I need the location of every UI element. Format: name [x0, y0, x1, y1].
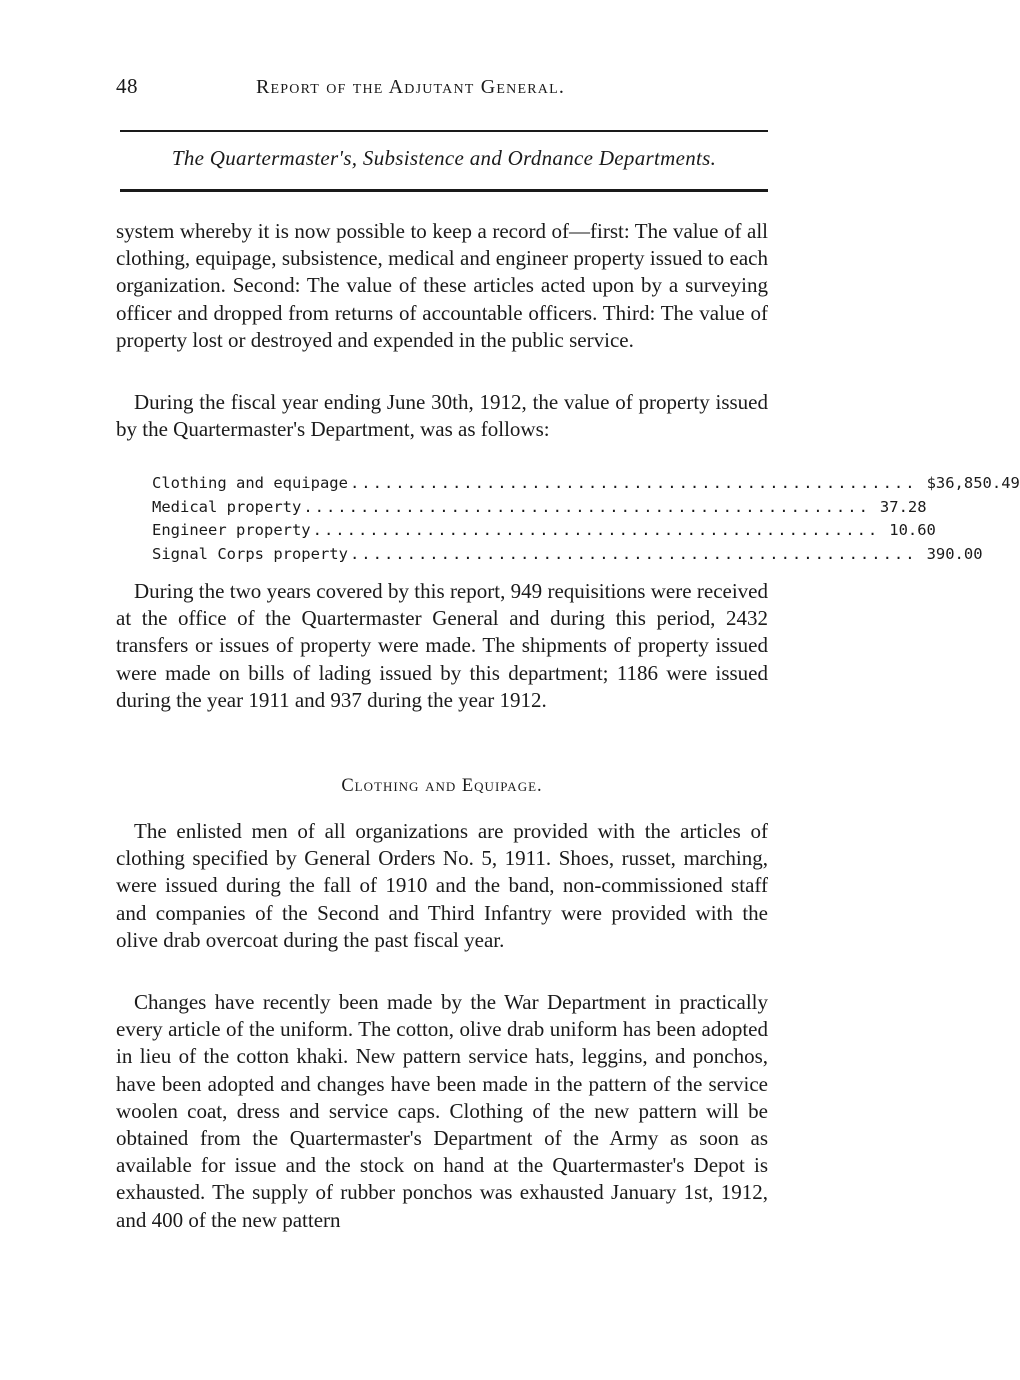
property-name: Medical property: [152, 497, 302, 516]
page-number: 48: [116, 74, 138, 98]
top-rule: [120, 130, 768, 132]
property-value-list: [152, 474, 1020, 568]
property-amount: 390.00: [926, 544, 983, 563]
running-head: Report of the Adjutant General.: [256, 76, 566, 98]
leader-dots: ..................................................: [303, 497, 870, 516]
page-header: [116, 74, 768, 108]
paragraph-text: During the fiscal year ending June 30th, 1912, the value of property issued by the Quartermaster's Department, was as follows:: [116, 390, 768, 442]
leader-dots: ..................................................: [312, 521, 880, 539]
property-name: Signal Corps property: [152, 544, 348, 563]
bottom-rule: [120, 189, 768, 192]
property-amount: $36,850.49: [926, 474, 1020, 492]
leader-dots: ..................................................: [349, 474, 917, 492]
property-name: Clothing and equipage: [152, 474, 348, 492]
paragraph-text: During the two years covered by this report, 949 requisitions were received at the office of the Quartermaster General and during this period, 2432 transfers or issues of property were made. The shipments of property issued were made on bills of lading issued by this department; 1186 were issued during the year 1911 and 937 during the year 1912.: [116, 579, 768, 712]
list-item: [152, 497, 927, 522]
paragraph-continued: [116, 218, 768, 354]
paragraph-text: system whereby it is now possible to keep a record of—first: The value of all clothing, equipage, subsistence, medical and engineer property issued to each organization. Second: The value of these articles acted upon by a surveying officer and dropped from returns of accountable officers. Third: The value of property lost or destroyed and expended in the public service.: [116, 219, 768, 352]
section-caption: The Quartermaster's, Subsistence and Ordnance Departments.: [171, 146, 717, 170]
property-amount: 10.60: [889, 521, 936, 539]
paragraph-uniform-changes: [116, 989, 768, 1234]
paragraph-requisitions: [116, 578, 768, 714]
list-item: [152, 521, 936, 545]
paragraph-fiscal-year: [116, 389, 768, 443]
paragraph-enlisted-men: [116, 818, 768, 954]
paragraph-text: The enlisted men of all organizations are provided with the articles of clothing specified by General Orders No. 5, 1911. Shoes, russet, marching, were issued during the fall of 1910 and the band, non-commissioned staff and companies of the Second and Third Infantry were provided with the olive drab overcoat during the past fiscal year.: [116, 819, 768, 952]
leader-dots: ..................................................: [349, 544, 917, 563]
list-item: [152, 544, 983, 569]
list-item: [152, 474, 1020, 498]
property-amount: 37.28: [879, 497, 927, 516]
section-heading: Clothing and Equipage.: [341, 776, 543, 796]
paragraph-text: Changes have recently been made by the War Department in practically every article of the uniform. The cotton, olive drab uniform has been adopted in lieu of the cotton khaki. New pattern service hats, leggins, and ponchos, have been adopted and changes have been made in the pattern of the service woolen coat, dress and service caps. Clothing of the new pattern will be obtained from the Quartermaster's Department of the Army as soon as available for issue and the stock on hand at the Quartermaster's Depot is exhausted. The supply of rubber ponchos was exhausted January 1st, 1912, and 400 of the new pattern: [116, 990, 768, 1232]
property-name: Engineer property: [152, 521, 311, 539]
